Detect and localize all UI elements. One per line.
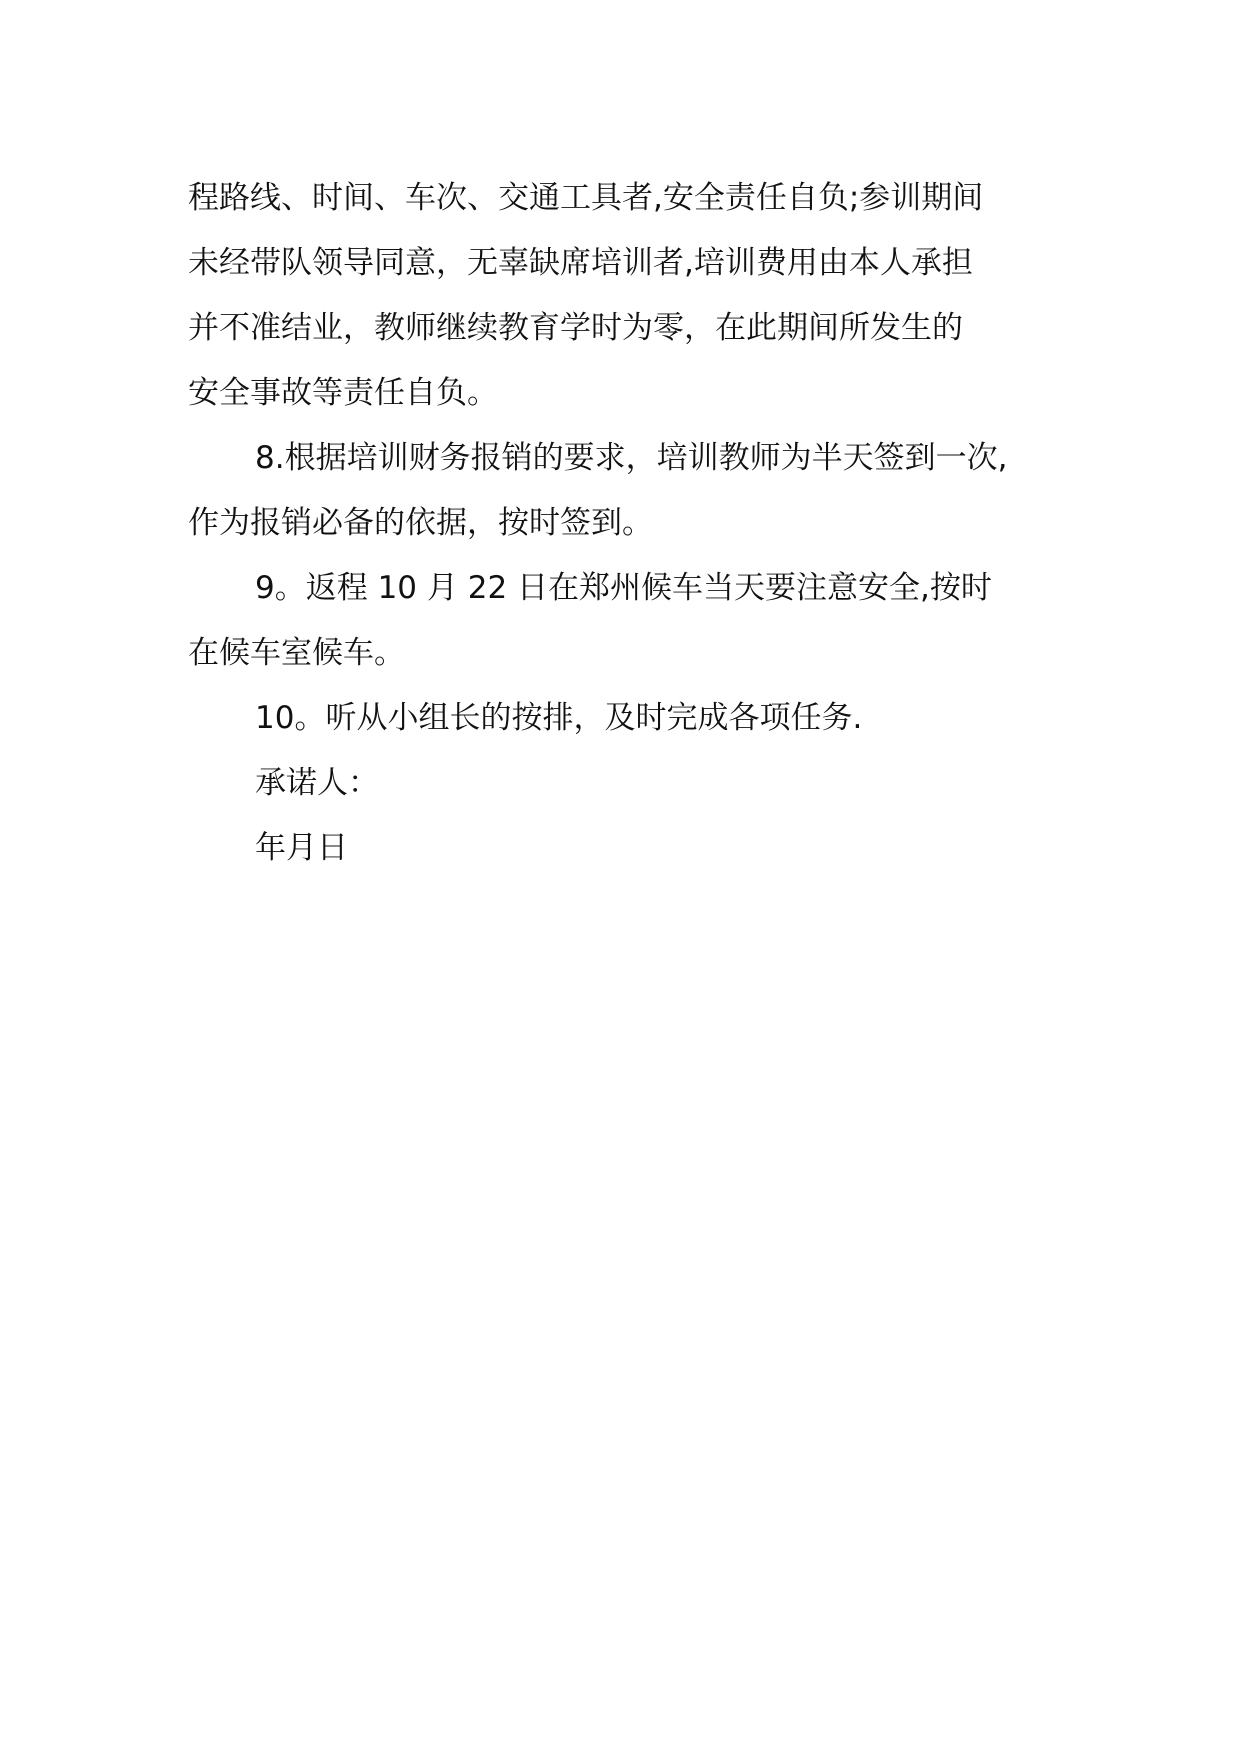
paragraph-line: 安全事故等责任自负。 [188, 375, 498, 411]
paragraph-line: 未经带队领导同意，无辜缺席培训者,培训费用由本人承担 [188, 245, 973, 281]
paragraph-line: 在候车室候车。 [188, 635, 405, 671]
item-10-line: 10。听从小组长的按排，及时完成各项任务. [255, 700, 863, 736]
paragraph-line: 程路线、时间、车次、交通工具者,安全责任自负;参训期间 [188, 180, 984, 216]
date-label: 年月日 [255, 830, 348, 866]
promiser-label: 承诺人： [255, 765, 379, 801]
paragraph-line: 并不准结业，教师继续教育学时为零，在此期间所发生的 [188, 310, 963, 346]
paragraph-line: 作为报销必备的依据，按时签到。 [188, 505, 653, 541]
document-body [188, 166, 1068, 881]
item-9-line: 9。返程 10 月 22 日在郑州候车当天要注意安全,按时 [255, 570, 992, 606]
item-8-line: 8.根据培训财务报销的要求，培训教师为半天签到一次, [255, 440, 1008, 476]
